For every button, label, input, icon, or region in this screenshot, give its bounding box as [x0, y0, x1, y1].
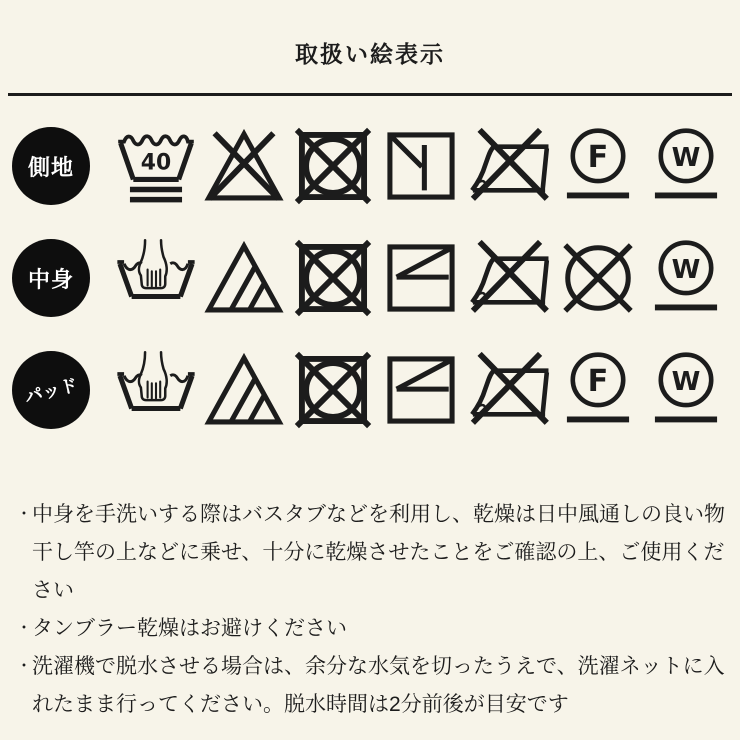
care-row — [12, 222, 730, 334]
row-label: 中身 — [27, 266, 74, 292]
note-item — [16, 610, 726, 648]
dry-clean-f-gentle-icon — [556, 120, 640, 212]
do-not-tumble-dry-icon — [291, 120, 375, 212]
note-item — [16, 496, 726, 610]
non-chlorine-bleach-icon — [202, 344, 286, 436]
note-item — [16, 648, 726, 724]
line-dry-in-shade-icon — [379, 120, 463, 212]
hand-wash-icon — [114, 232, 198, 324]
care-symbols — [114, 120, 730, 212]
row-label-circle — [12, 351, 90, 429]
bullet: ・ — [16, 620, 33, 637]
non-chlorine-bleach-icon — [202, 232, 286, 324]
care-row — [12, 334, 730, 446]
note-text: 洗濯機で脱水させる場合は、余分な水気を切ったうえで、洗濯ネットに入れたまま行ってください。脱水時間は2分前後が目安です — [32, 655, 725, 716]
care-row — [12, 110, 730, 222]
note-text: タンブラー乾燥はお避けください — [32, 617, 348, 640]
care-symbols — [114, 232, 730, 324]
do-not-dry-clean-icon — [556, 232, 640, 324]
do-not-iron-icon — [467, 344, 551, 436]
dry-clean-f-gentle-icon — [556, 344, 640, 436]
row-label-circle — [12, 127, 90, 205]
wet-clean-w-gentle-icon — [644, 120, 728, 212]
wash-40-gentle-icon — [114, 120, 198, 212]
page-title: 取扱い絵表示 — [295, 41, 445, 67]
do-not-tumble-dry-icon — [291, 232, 375, 324]
bullet: ・ — [16, 506, 33, 523]
wet-clean-w-gentle-icon — [644, 232, 728, 324]
row-label: 側地 — [27, 154, 74, 180]
care-notes — [16, 496, 726, 724]
do-not-tumble-dry-icon — [291, 344, 375, 436]
hand-wash-icon — [114, 344, 198, 436]
do-not-iron-icon — [467, 120, 551, 212]
do-not-iron-icon — [467, 232, 551, 324]
note-text: 中身を手洗いする際はバスタブなどを利用し、乾燥は日中風通しの良い物干し竿の上などに乗せ、十分に乾燥させたことをご確認の上、ご使用ください — [32, 503, 726, 602]
flat-dry-in-shade-icon — [379, 232, 463, 324]
do-not-bleach-icon — [202, 120, 286, 212]
care-symbols — [114, 344, 730, 436]
wet-clean-w-gentle-icon — [644, 344, 728, 436]
header — [0, 0, 740, 96]
bullet: ・ — [16, 658, 33, 675]
care-table — [0, 96, 740, 446]
flat-dry-in-shade-icon — [379, 344, 463, 436]
row-label-circle — [12, 239, 90, 317]
row-label: パッド — [22, 374, 80, 408]
